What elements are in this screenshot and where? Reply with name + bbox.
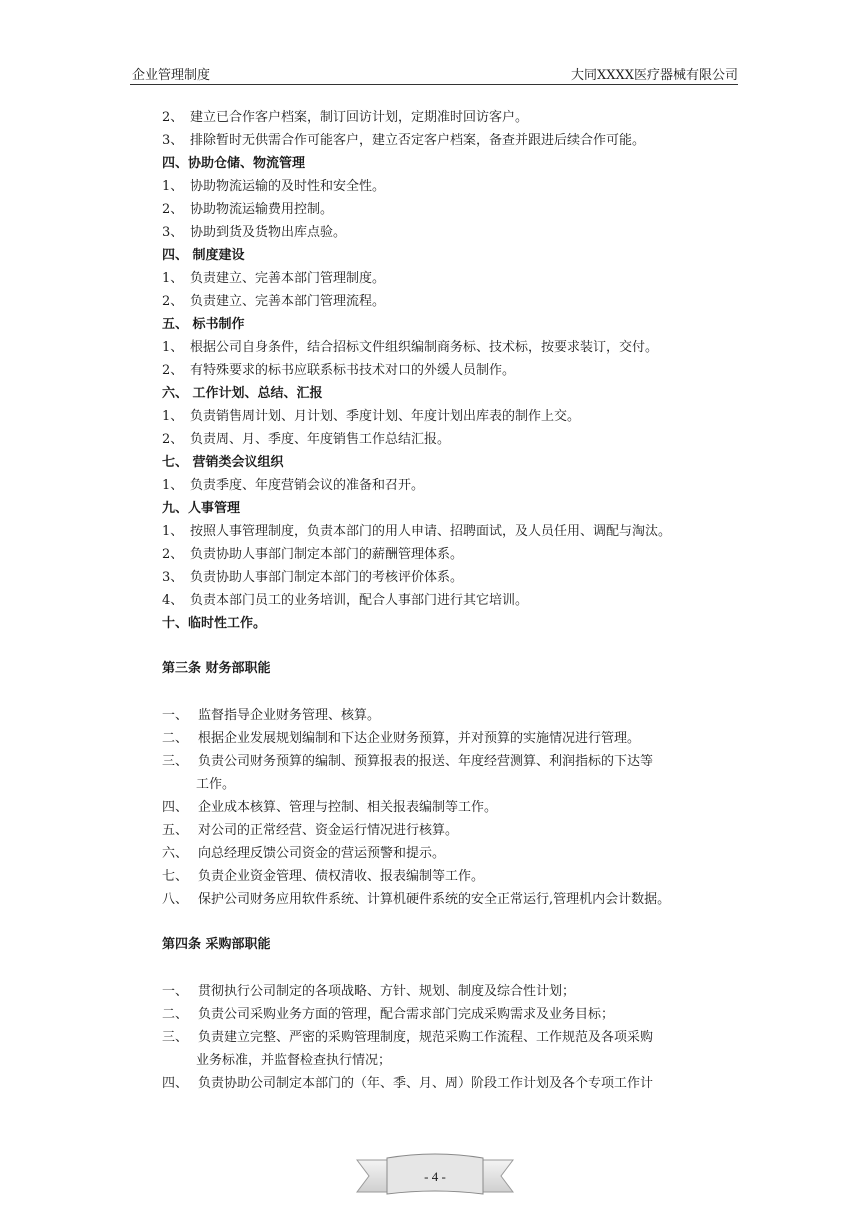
list-item-text: 负责公司财务预算的编制、预算报表的报送、年度经营测算、利润指标的下达等 — [198, 754, 654, 769]
list-item — [162, 589, 752, 612]
list-item-number: 3、 — [162, 570, 184, 585]
list-item-number: 二、 — [162, 731, 189, 746]
list-item-text: 协助物流运输费用控制。 — [190, 202, 334, 217]
list-item — [162, 1003, 752, 1026]
list-item-text: 根据企业发展规划编制和下达企业财务预算，并对预算的实施情况进行管理。 — [198, 731, 641, 746]
list-item — [162, 428, 752, 451]
list-item-number: 七、 — [162, 869, 189, 884]
section-heading: 四、协助仓储、物流管理 — [162, 156, 306, 171]
page-header — [130, 62, 738, 85]
list-item — [162, 842, 752, 865]
list-item-text: 协助到货及货物出库点验。 — [190, 225, 347, 240]
list-item-text: 企业成本核算、管理与控制、相关报表编制等工作。 — [198, 800, 498, 815]
list-item — [162, 727, 752, 750]
list-item — [162, 359, 752, 382]
section-heading: 四、 制度建设 — [162, 248, 245, 263]
list-item — [162, 543, 752, 566]
list-item-number: 五、 — [162, 823, 189, 838]
list-item-number: 1、 — [162, 340, 184, 355]
list-item-text: 负责季度、年度营销会议的准备和召开。 — [190, 478, 425, 493]
list-item-text: 建立已合作客户档案，制订回访计划，定期准时回访客户。 — [190, 110, 529, 125]
list-item-text: 负责建立完整、严密的采购管理制度，规范采购工作流程、工作规范及各项采购 — [198, 1030, 654, 1045]
list-item — [162, 336, 752, 359]
list-item-number: 三、 — [162, 1030, 189, 1045]
article-4-list — [162, 980, 752, 1095]
list-item-text: 负责周、月、季度、年度销售工作总结汇报。 — [190, 432, 451, 447]
list-item-continuation: 工作。 — [196, 777, 236, 792]
list-item-continuation: 业务标准，并监督检查执行情况； — [196, 1053, 392, 1068]
section-heading: 九、人事管理 — [162, 501, 241, 516]
list-item-text: 负责建立、完善本部门管理流程。 — [190, 294, 386, 309]
list-item-number: 一、 — [162, 708, 189, 723]
list-item — [162, 750, 752, 773]
list-item-text: 按照人事管理制度，负责本部门的用人申请、招聘面试，及人员任用、调配与淘汰。 — [190, 524, 672, 539]
list-item — [162, 474, 752, 497]
list-item-text: 向总经理反馈公司资金的营运预警和提示。 — [198, 846, 446, 861]
list-item-text: 负责协助人事部门制定本部门的薪酬管理体系。 — [190, 547, 464, 562]
section-heading: 五、 标书制作 — [162, 317, 245, 332]
list-item-text: 负责协助人事部门制定本部门的考核评价体系。 — [190, 570, 464, 585]
list-item — [162, 405, 752, 428]
page-number: - 4 - — [424, 1169, 446, 1184]
list-item — [162, 819, 752, 842]
list-item — [162, 865, 752, 888]
list-item-number: 4、 — [162, 593, 184, 608]
list-item-number: 1、 — [162, 409, 184, 424]
list-item — [162, 888, 752, 911]
list-item-text: 排除暂时无供需合作可能客户，建立否定客户档案，备查并跟进后续合作可能。 — [190, 133, 646, 148]
list-item — [162, 980, 752, 1003]
section-heading: 十、临时性工作。 — [162, 616, 267, 631]
list-item-text: 负责公司采购业务方面的管理，配合需求部门完成采购需求及业务目标； — [198, 1007, 615, 1022]
article-4-title: 第四条 采购部职能 — [162, 937, 271, 952]
list-item-text: 负责建立、完善本部门管理制度。 — [190, 271, 386, 286]
list-item-number: 四、 — [162, 1076, 189, 1091]
section-duties-list — [162, 106, 752, 635]
list-item-number: 二、 — [162, 1007, 189, 1022]
list-item-text: 负责销售周计划、月计划、季度计划、年度计划出库表的制作上交。 — [190, 409, 581, 424]
list-item — [162, 106, 752, 129]
list-item-text: 对公司的正常经营、资金运行情况进行核算。 — [198, 823, 459, 838]
list-item-number: 2、 — [162, 363, 184, 378]
list-item-number: 三、 — [162, 754, 189, 769]
list-item — [162, 796, 752, 819]
list-item-text: 监督指导企业财务管理、核算。 — [198, 708, 381, 723]
list-item-number: 一、 — [162, 984, 189, 999]
page-footer — [355, 1152, 515, 1202]
list-item-number: 2、 — [162, 110, 184, 125]
list-item-text: 负责企业资金管理、债权清收、报表编制等工作。 — [198, 869, 485, 884]
section-heading: 七、 营销类会议组织 — [162, 455, 284, 470]
list-item-number: 2、 — [162, 432, 184, 447]
list-item-number: 3、 — [162, 133, 184, 148]
list-item-text: 保护公司财务应用软件系统、计算机硬件系统的安全正常运行,管理机内会计数据。 — [198, 892, 671, 907]
section-heading: 六、 工作计划、总结、汇报 — [162, 386, 323, 401]
article-3-list — [162, 704, 752, 911]
list-item-text: 协助物流运输的及时性和安全性。 — [190, 179, 386, 194]
list-item-number: 2、 — [162, 294, 184, 309]
list-item-number: 1、 — [162, 179, 184, 194]
list-item-number: 六、 — [162, 846, 189, 861]
list-item-text: 根据公司自身条件，结合招标文件组织编制商务标、技术标，按要求装订，交付。 — [190, 340, 659, 355]
list-item — [162, 198, 752, 221]
page-content — [162, 106, 752, 1095]
list-item-text: 负责本部门员工的业务培训，配合人事部门进行其它培训。 — [190, 593, 529, 608]
list-item-number: 八、 — [162, 892, 189, 907]
list-item — [162, 704, 752, 727]
list-item — [162, 1072, 752, 1095]
list-item-number: 3、 — [162, 225, 184, 240]
header-left-title: 企业管理制度 — [132, 68, 211, 83]
list-item-number: 2、 — [162, 547, 184, 562]
article-3-title: 第三条 财务部职能 — [162, 661, 271, 676]
list-item — [162, 566, 752, 589]
list-item-number: 1、 — [162, 524, 184, 539]
list-item — [162, 175, 752, 198]
list-item-number: 2、 — [162, 202, 184, 217]
list-item — [162, 129, 752, 152]
list-item-number: 1、 — [162, 271, 184, 286]
list-item-text: 有特殊要求的标书应联系标书技术对口的外缓人员制作。 — [190, 363, 516, 378]
list-item — [162, 221, 752, 244]
list-item-number: 四、 — [162, 800, 189, 815]
list-item-number: 1、 — [162, 478, 184, 493]
list-item — [162, 520, 752, 543]
list-item-text: 贯彻执行公司制定的各项战略、方针、规划、制度及综合性计划； — [198, 984, 576, 999]
list-item — [162, 290, 752, 313]
header-company-name: 大同XXXX医疗器械有限公司 — [570, 68, 738, 83]
list-item — [162, 267, 752, 290]
list-item — [162, 1026, 752, 1049]
list-item-text: 负责协助公司制定本部门的（年、季、月、周）阶段工作计划及各个专项工作计 — [198, 1076, 654, 1091]
